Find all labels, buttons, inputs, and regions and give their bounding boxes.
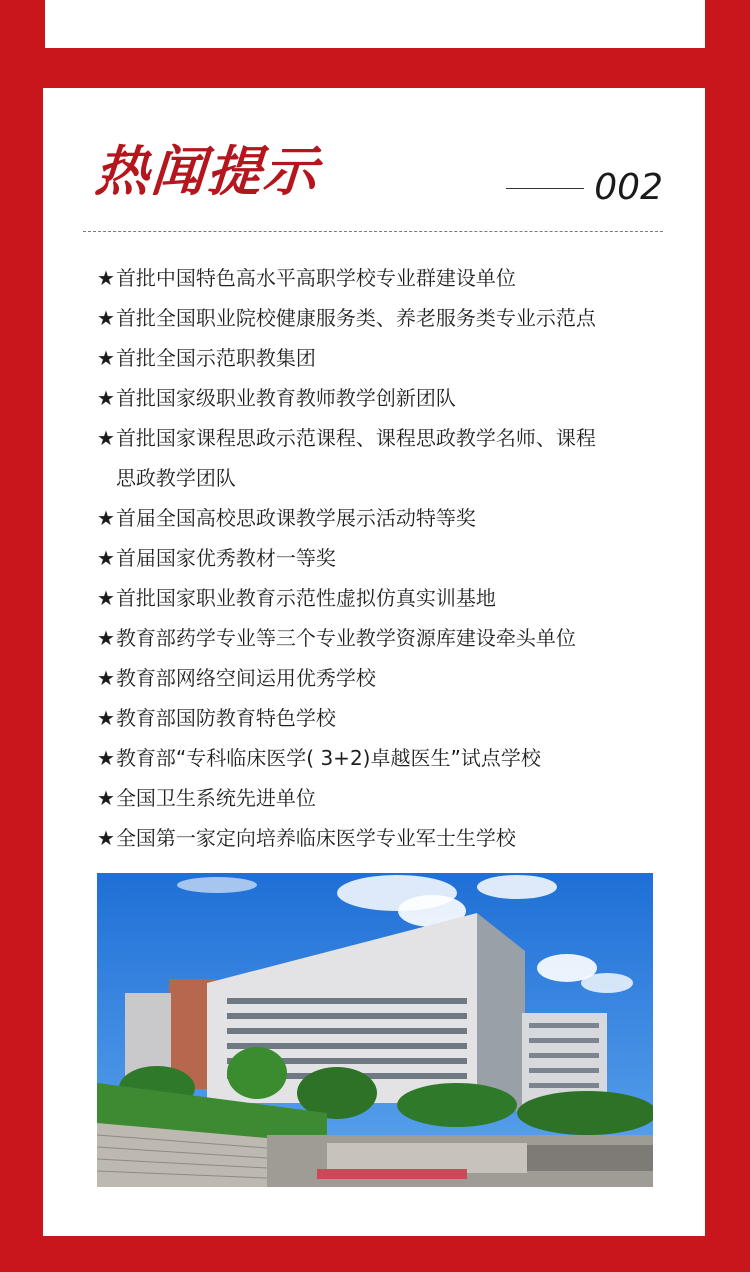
star-icon: ★	[97, 626, 115, 650]
star-icon: ★	[97, 746, 115, 770]
star-icon: ★	[97, 386, 115, 410]
list-item-text: 首批全国示范职教集团	[115, 346, 316, 370]
star-icon: ★	[97, 426, 115, 450]
star-icon: ★	[97, 666, 115, 690]
list-item	[97, 338, 687, 378]
list-item	[97, 618, 687, 658]
list-item-text: 首批中国特色高水平高职学校专业群建设单位	[115, 266, 516, 290]
list-item-text: 首届全国高校思政课教学展示活动特等奖	[115, 506, 476, 530]
star-icon: ★	[97, 506, 115, 530]
number-rule	[506, 188, 584, 189]
star-icon: ★	[97, 706, 115, 730]
star-icon: ★	[97, 826, 115, 850]
list-item	[97, 738, 687, 778]
list-item	[97, 698, 687, 738]
honors-list	[97, 258, 687, 858]
star-icon: ★	[97, 306, 115, 330]
star-icon: ★	[97, 546, 115, 570]
star-icon: ★	[97, 586, 115, 610]
section-number-text: 002	[594, 167, 663, 208]
list-item	[97, 578, 687, 618]
list-item-text: 首批国家职业教育示范性虚拟仿真实训基地	[115, 586, 496, 610]
list-item-text: 首批国家课程思政示范课程、课程思政教学名师、课程思政教学团队	[115, 426, 596, 490]
top-card	[45, 0, 705, 48]
list-item-text: 教育部国防教育特色学校	[115, 706, 336, 730]
list-item-text: 首届国家优秀教材一等奖	[115, 546, 336, 570]
list-item	[97, 498, 687, 538]
star-icon: ★	[97, 266, 115, 290]
list-item	[97, 418, 687, 498]
list-item-text: 首批全国职业院校健康服务类、养老服务类专业示范点	[115, 306, 596, 330]
list-item	[97, 818, 687, 858]
list-item	[97, 298, 687, 338]
list-item	[97, 258, 687, 298]
section-number	[506, 166, 663, 210]
list-item-text: 首批国家级职业教育教师教学创新团队	[115, 386, 456, 410]
dashed-divider	[83, 231, 663, 232]
list-item	[97, 378, 687, 418]
list-item	[97, 658, 687, 698]
list-item-text: 全国第一家定向培养临床医学专业军士生学校	[115, 826, 516, 850]
star-icon: ★	[97, 346, 115, 370]
list-item-text: 教育部网络空间运用优秀学校	[115, 666, 376, 690]
campus-photo	[97, 873, 653, 1187]
page-title: 热闻提示	[92, 140, 322, 203]
info-card	[43, 88, 705, 1236]
list-item	[97, 538, 687, 578]
star-icon: ★	[97, 786, 115, 810]
list-item-text: 教育部药学专业等三个专业教学资源库建设牵头单位	[115, 626, 576, 650]
list-item-text: 教育部“专科临床医学( 3+2)卓越医生”试点学校	[115, 746, 541, 770]
list-item-text: 全国卫生系统先进单位	[115, 786, 316, 810]
list-item	[97, 778, 687, 818]
